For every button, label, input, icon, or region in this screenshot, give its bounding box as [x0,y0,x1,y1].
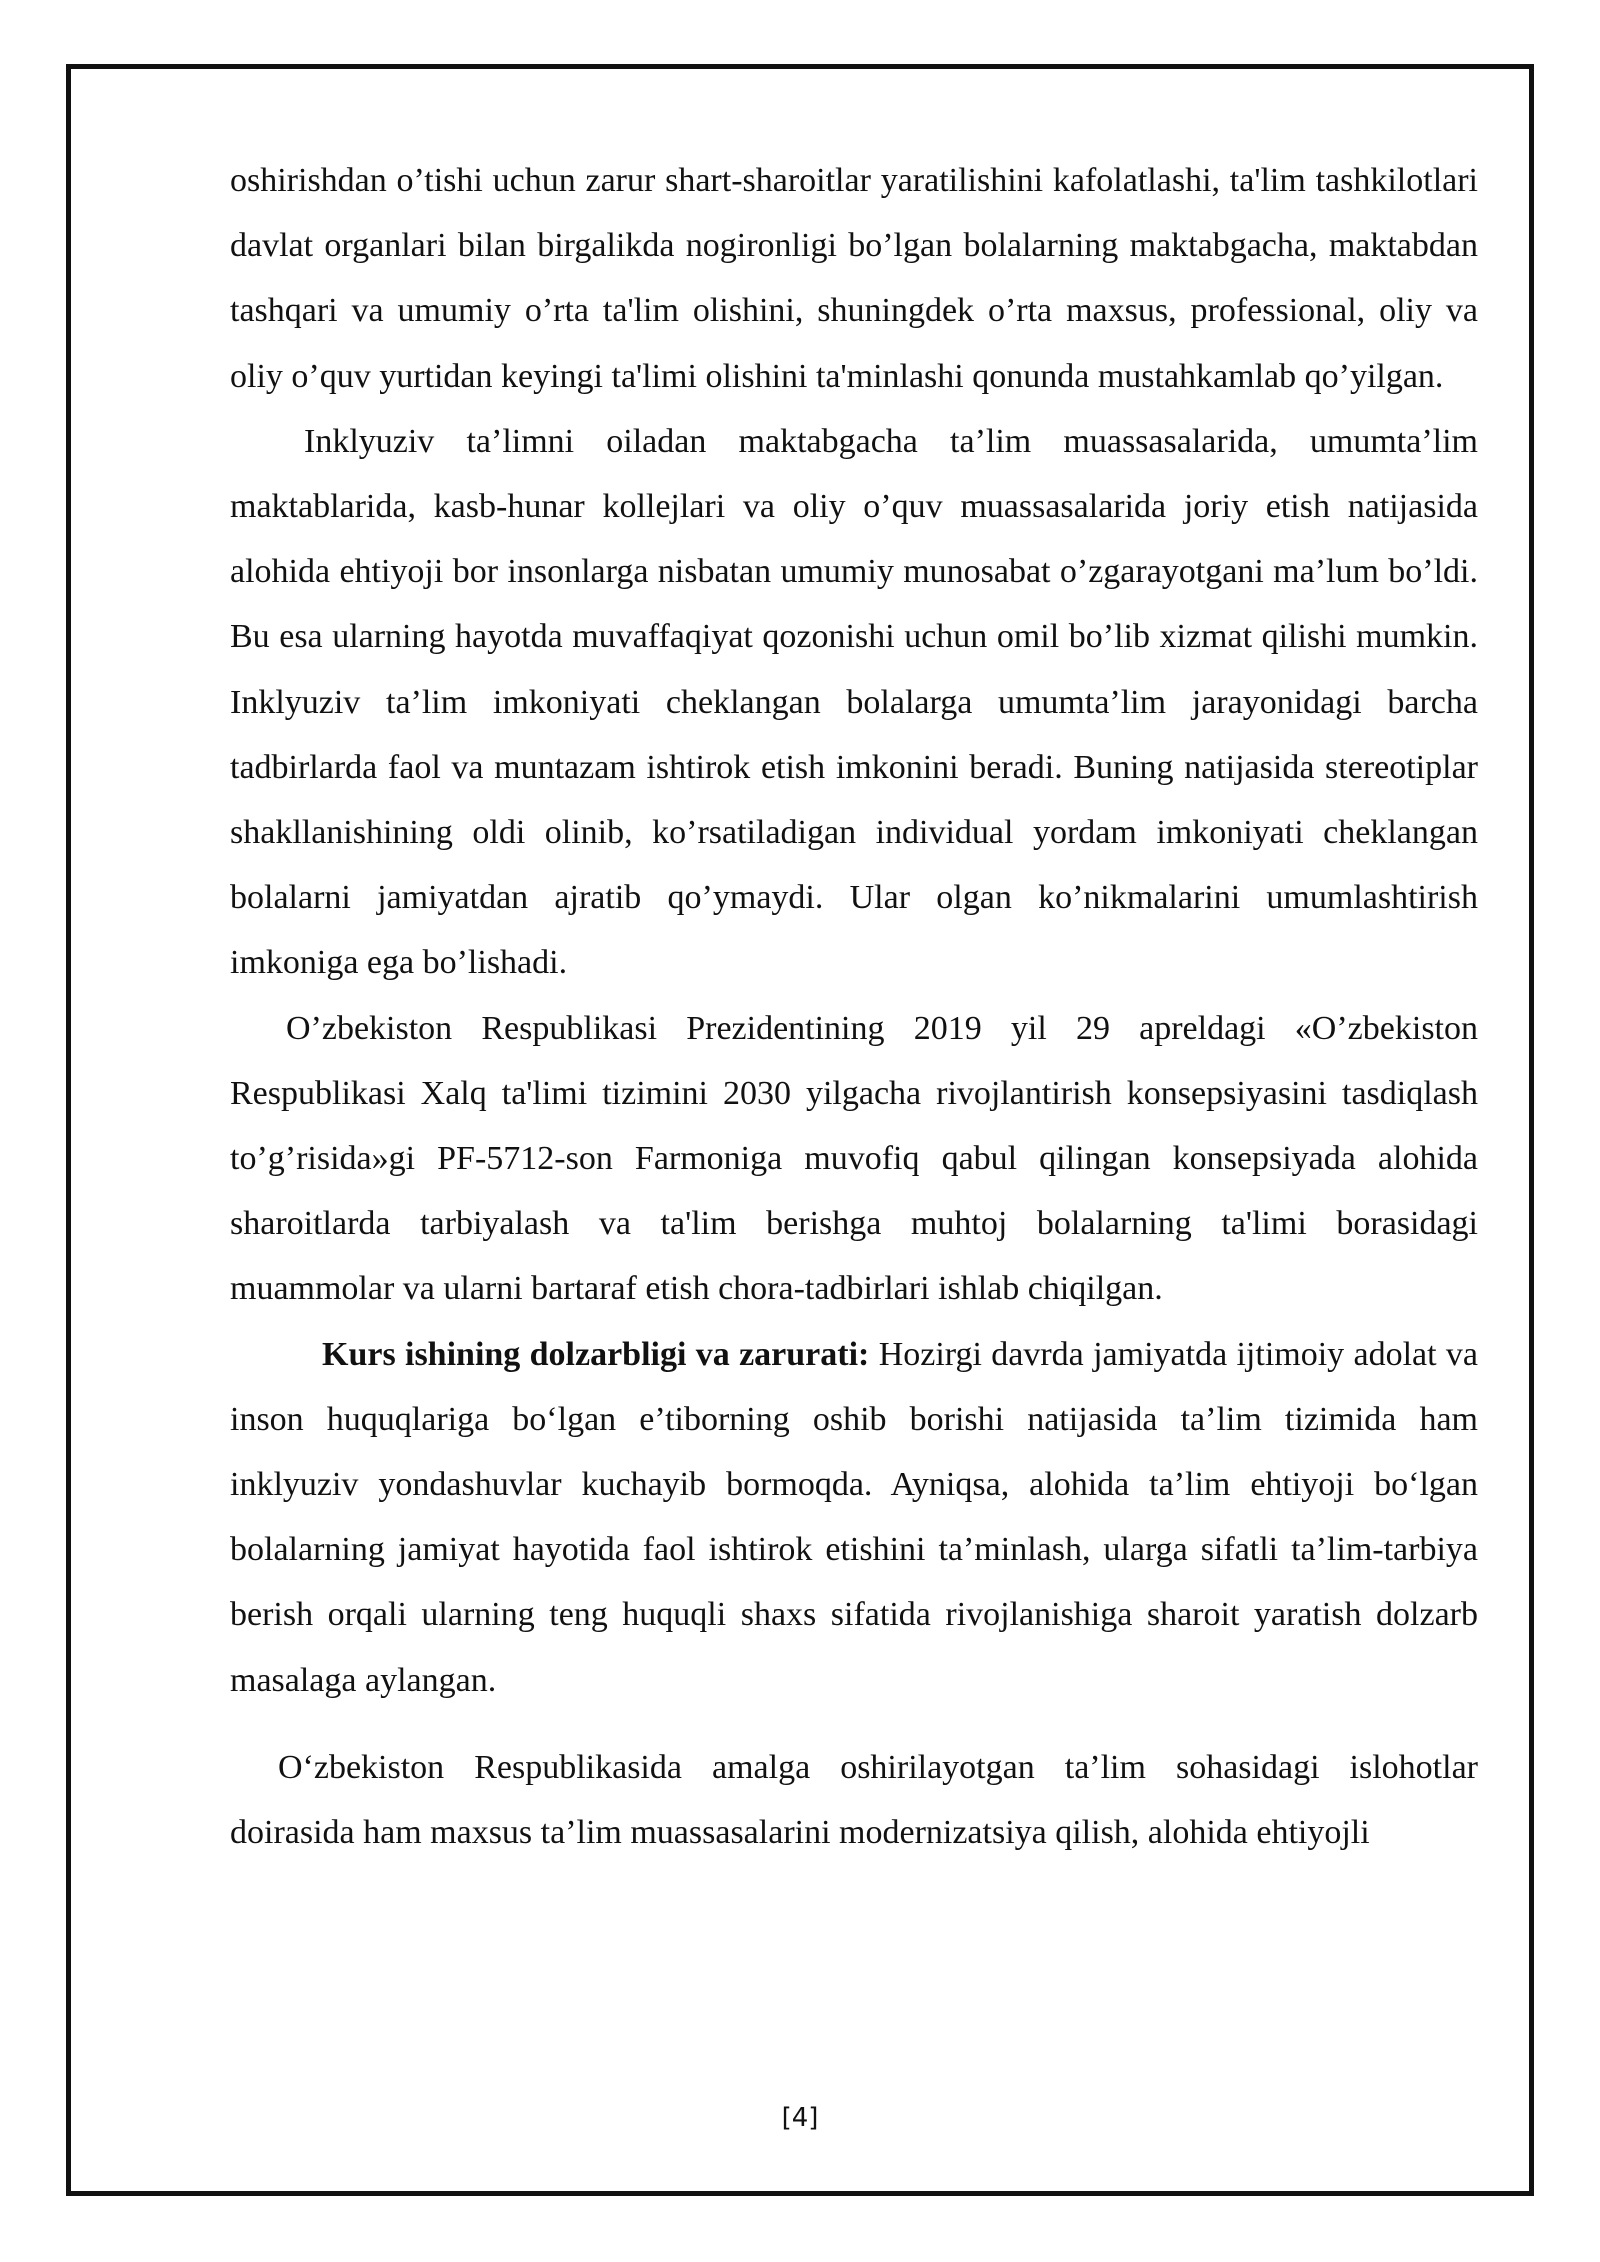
document-body [230,148,1478,1865]
paragraph-3: O’zbekiston Respublikasi Prezidentining 2019 yil 29 apreldagi «O’zbekiston Respublikasi Xalq ta'limi tizimini 2030 yilgacha rivojlantirish konsepsiyasini tasdiqlash to’g’risida»gi PF-5712-son Farmoniga muvofiq qabul qilingan konsepsiyada alohida sharoitlarda tarbiyalash va ta'lim berishga muhtoj bolalarning ta'limi borasidagi muammolar va ularni bartaraf etish chora-tadbirlari ishlab chiqilgan. [230,1009,1478,1308]
paragraph-5: O‘zbekiston Respublikasida amalga oshirilayotgan ta’lim sohasidagi islohotlar doirasida ham maxsus ta’lim muassasalarini modernizatsiya qilish, alohida ehtiyojli [230,1748,1478,1852]
paragraph-4 [230,1322,1478,1713]
section-heading: Kurs ishining dolzarbligi va zarurati: [322,1335,870,1373]
paragraph-2: Inklyuziv ta’limni oiladan maktabgacha ta’lim muassasalarida, umumta’lim maktablarida, kasb-hunar kollejlari va oliy o’quv muassasalarida joriy etish natijasida alohida ehtiyoji bor insonlarga nisbatan umumiy munosabat o’zgarayotgani ma’lum bo’ldi. Bu esa ularning hayotda muvaffaqiyat qozonishi uchun omil bo’lib xizmat qilishi mumkin. Inklyuziv ta’lim imkoniyati cheklangan bolalarga umumta’lim jarayonidagi barcha tadbirlarda faol va muntazam ishtirok etish imkonini beradi. Buning natijasida stereotiplar shakllanishining oldi olinib, ko’rsatiladigan individual yordam imkoniyati cheklangan bolalarni jamiyatdan ajratib qo’ymaydi. Ular olgan ko’nikmalarini umumlashtirish imkoniga ega bo’lishadi. [230,422,1478,982]
paragraph-1: oshirishdan o’tishi uchun zarur shart-sharoitlar yaratilishini kafolatlashi, ta'lim tashkilotlari davlat organlari bilan birgalikda nogironligi bo’lgan bolalarning maktabgacha, maktabdan tashqari va umumiy o’rta ta'lim olishini, shuningdek o’rta maxsus, professional, oliy va oliy o’quv yurtidan keyingi ta'limi olishini ta'minlashi qonunda mustahkamlab qo’yilgan. [230,162,1478,395]
paragraph-4-text: Hozirgi davrda jamiyatda ijtimoiy adolat va inson huquqlariga bo‘lgan e’tiborning oshib borishi natijasida ta’lim tizimida ham inklyuziv yondashuvlar kuchayib bormoqda. Ayniqsa, alohida ta’lim ehtiyoji bo‘lgan bolalarning jamiyat hayotida faol ishtirok etishini ta’minlash, ularga sifatli ta’lim-tarbiya berish orqali ularning teng huquqli shaxs sifatida rivojlanishiga sharoit yaratish dolzarb masalaga aylangan. [230,1335,1478,1699]
page-number: [4] [781,2103,819,2133]
